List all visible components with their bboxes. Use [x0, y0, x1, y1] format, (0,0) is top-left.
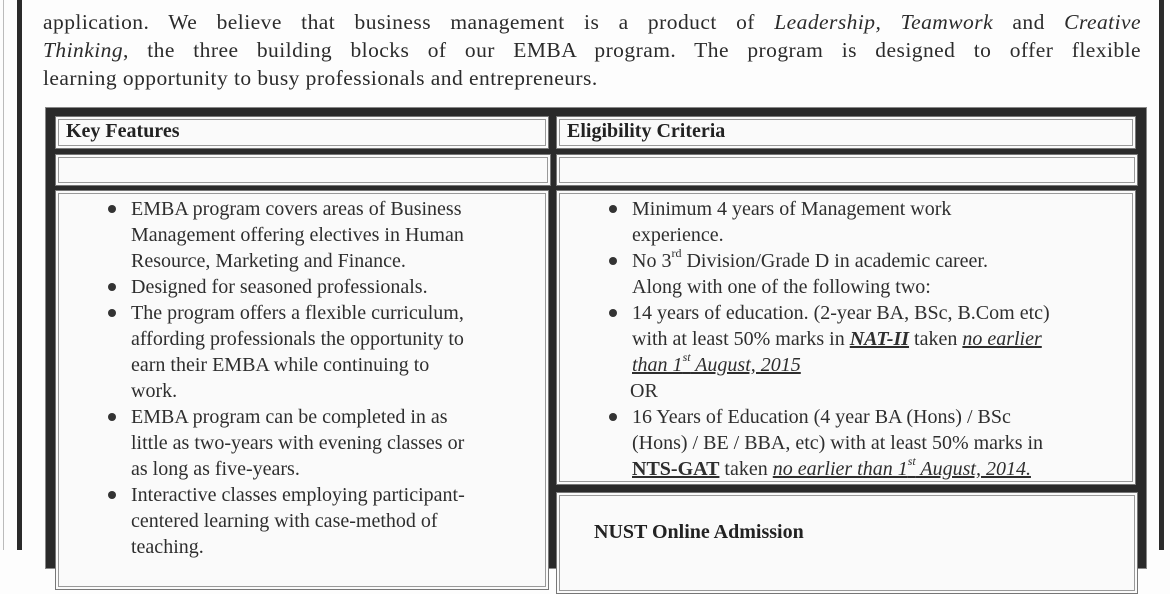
key-feature-item: EMBA program covers areas of Business Management offering electives in Human Resource, Marketing and Finance. [56, 196, 548, 274]
intro-line-1: application. We believe that business management is a product of Leadership, Teamwork and Creative [43, 10, 1141, 34]
eligibility-item: 14 years of education. (2-year BA, BSc, B.Com etc) with at least 50% marks in NAT-II taken no earlier than 1st August, 2015 [557, 300, 1135, 378]
header-key-features [55, 116, 549, 149]
key-feature-item: EMBA program can be completed in as little as two-years with evening classes or as long as five-years. [56, 404, 548, 482]
key-feature-item: The program offers a flexible curriculum, affording professionals the opportunity to earn their EMBA while continuing to work. [56, 300, 548, 404]
bullet-icon [108, 413, 116, 421]
intro-paragraph [43, 4, 1141, 92]
nust-online-admission-title: NUST Online Admission [594, 521, 804, 543]
key-features-cell [55, 190, 549, 590]
along-with-text: Along with one of the following two: [632, 276, 931, 298]
empty-cell-right [556, 154, 1138, 186]
key-feature-item: Designed for seasoned professionals. [56, 274, 548, 300]
key-feature-item: Interactive classes employing participant- centered learning with case-method of teaching. [56, 482, 548, 560]
bullet-icon [108, 283, 116, 291]
page-border-left [17, 0, 22, 550]
features-eligibility-table [45, 107, 1147, 569]
or-separator: OR [630, 380, 658, 402]
eligibility-item: No 3rd Division/Grade D in academic career. Along with one of the following two: [557, 248, 1135, 300]
intro-line-3: learning opportunity to busy professionals and entrepreneurs. [43, 66, 598, 90]
bullet-icon [108, 309, 116, 317]
header-key-features-label: Key Features [66, 120, 180, 142]
bullet-icon [108, 491, 116, 499]
bullet-icon [609, 413, 617, 421]
bullet-icon [609, 257, 617, 265]
nat-ii-label: NAT-II [849, 328, 910, 350]
eligibility-item: 16 Years of Education (4 year BA (Hons) / BSc (Hons) / BE / BBA, etc) with at least 50% marks in NTS-GAT taken no earlier than 1st August, 2014. [557, 404, 1135, 482]
header-eligibility-criteria-label: Eligibility Criteria [567, 120, 726, 142]
page-border-right [1159, 0, 1164, 550]
nts-gat-label: NTS-GAT [632, 458, 720, 480]
bullet-icon [609, 309, 617, 317]
bullet-icon [609, 205, 617, 213]
nust-online-admission-cell [556, 492, 1138, 594]
eligibility-list [557, 196, 1135, 378]
intro-line-2: Thinking, the three building blocks of our EMBA program. The program is designed to offer flexible [43, 38, 1141, 62]
eligibility-cell [556, 190, 1136, 485]
key-features-list [56, 196, 548, 560]
header-eligibility-criteria [556, 116, 1136, 149]
eligibility-item: Minimum 4 years of Management work experience. [557, 196, 1135, 248]
bullet-icon [108, 205, 116, 213]
empty-cell-left [55, 154, 551, 186]
